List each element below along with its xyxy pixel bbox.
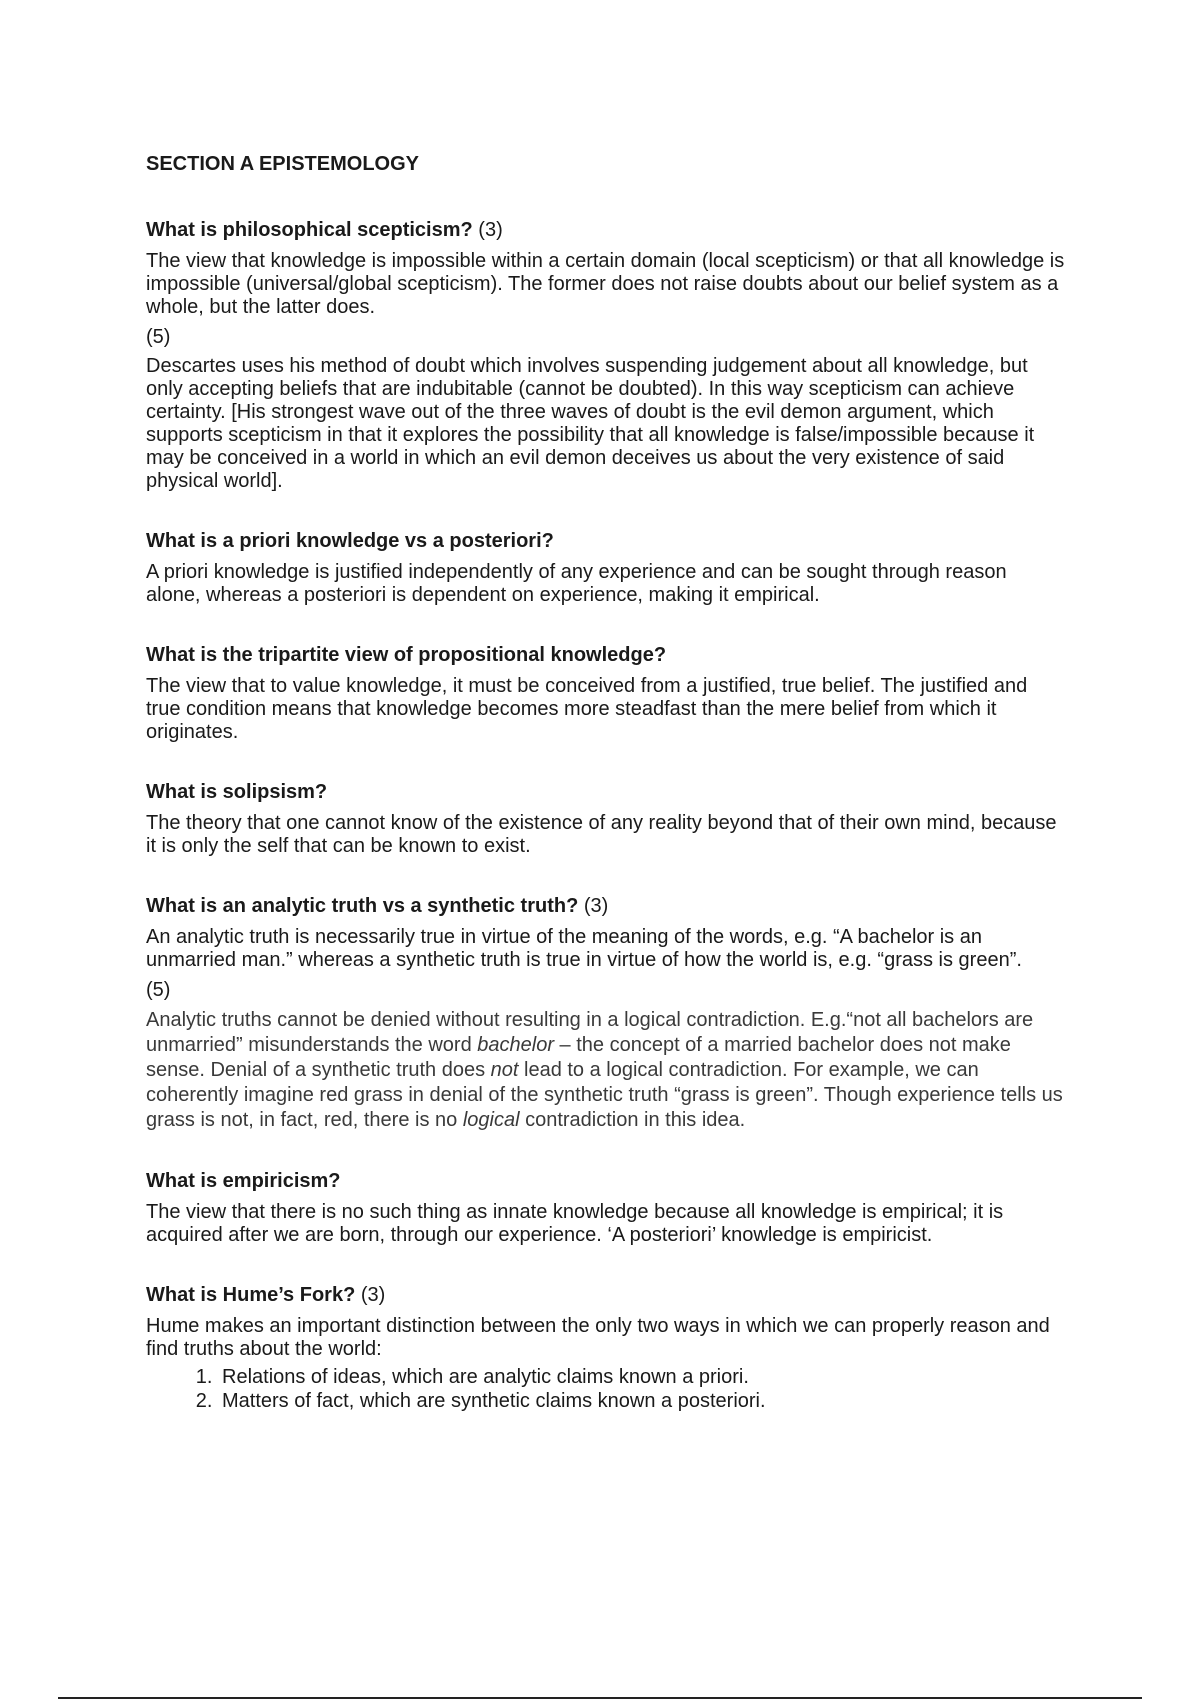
question-heading <box>146 529 1066 553</box>
question-text: What is empiricism? <box>146 1170 341 1192</box>
answer-text: Descartes uses his method of doubt which involves suspending judgement about all knowledge, but only accepting beliefs that are indubitable (cannot be doubted). In this way scepticism can achieve certainty. [His strongest wave out of the three waves of doubt is the evil demon argument, which supports scepticism in that it explores the possibility that all knowledge is false/impossible because it may be conceived in a world in which an evil demon deceives us about the very existence of said physical world]. <box>146 355 1035 492</box>
answer-segment: contradiction in this idea. <box>519 1109 746 1131</box>
numbered-list <box>146 1365 1066 1413</box>
question-heading <box>146 1169 1066 1193</box>
question-heading <box>146 780 1066 804</box>
marks-label: (5) <box>146 979 171 1001</box>
list-item: 1. Relations of ideas, which are analytic claims known a priori. <box>218 1365 1066 1389</box>
question-text: What is a priori knowledge vs a posteriori? <box>146 530 554 552</box>
document-page <box>146 152 1066 1449</box>
answer-text: The view that to value knowledge, it must be conceived from a justified, true belief. The justified and true condition means that knowledge becomes more steadfast than the mere belief from which it originates. <box>146 675 1028 743</box>
question-text: What is solipsism? <box>146 781 328 803</box>
answer-text: The theory that one cannot know of the existence of any reality beyond that of their own mind, because it is only the self that can be known to exist. <box>146 812 1057 857</box>
answer-text: A priori knowledge is justified independently of any experience and can be sought through reason alone, whereas a posteriori is dependent on experience, making it empirical. <box>146 561 1007 606</box>
marks-label: (3) <box>583 895 609 917</box>
answer-text <box>146 1008 1066 1133</box>
footer-divider <box>58 1697 1142 1699</box>
question-heading <box>146 643 1066 667</box>
answer-segment: lead to a logical contradiction. For example, we can coherently imagine red grass in denial of the synthetic truth “grass is green”. Though experience tells us grass is not, in fact, red, there is no <box>146 1059 1063 1131</box>
question-heading <box>146 1283 1066 1307</box>
question-text: What is the tripartite view of propositional knowledge? <box>146 644 667 666</box>
marks-label: (3) <box>478 219 503 241</box>
emphasis-text: logical <box>462 1109 520 1131</box>
section-title: SECTION A EPISTEMOLOGY <box>146 153 419 175</box>
answer-text: An analytic truth is necessarily true in virtue of the meaning of the words, e.g. “A bachelor is an unmarried man.” whereas a synthetic truth is true in virtue of how the world is, e.g. “grass is green”. <box>146 926 1022 971</box>
qa-tripartite-view <box>146 643 1066 744</box>
emphasis-text: not <box>490 1059 519 1081</box>
qa-solipsism <box>146 780 1066 858</box>
answer-text: Hume makes an important distinction between the only two ways in which we can properly reason and find truths about the world: <box>146 1315 1050 1360</box>
answer-text: The view that knowledge is impossible within a certain domain (local scepticism) or that all knowledge is impossible (universal/global scepticism). The former does not raise doubts about our belief system as a whole, but the latter does. <box>146 250 1065 318</box>
list-item: 2. Matters of fact, which are synthetic claims known a posteriori. <box>218 1389 1066 1413</box>
question-text: What is Hume’s Fork? <box>146 1284 356 1306</box>
question-heading <box>146 894 1066 918</box>
answer-segment: Analytic truths cannot be denied without resulting in a logical contradiction. E.g.“not all bachelors are unmarried” misunderstands the word <box>146 1009 1034 1056</box>
answer-text: The view that there is no such thing as innate knowledge because all knowledge is empirical; it is acquired after we are born, through our experience. ‘A posteriori’ knowledge is empiricist. <box>146 1201 1004 1246</box>
emphasis-text: bachelor <box>477 1034 554 1056</box>
marks-label: (5) <box>146 326 171 348</box>
qa-a-priori <box>146 529 1066 607</box>
qa-humes-fork <box>146 1283 1066 1413</box>
question-heading <box>146 218 1066 242</box>
question-text: What is philosophical scepticism? <box>146 219 473 241</box>
marks-label: (3) <box>360 1284 386 1306</box>
question-text: What is an analytic truth vs a synthetic truth? <box>146 895 579 917</box>
answer-segment: – the concept of a married bachelor does not make sense. Denial of a synthetic truth does <box>146 1034 1011 1081</box>
qa-philosophical-scepticism <box>146 218 1066 493</box>
qa-analytic-synthetic <box>146 894 1066 1133</box>
qa-empiricism <box>146 1169 1066 1247</box>
